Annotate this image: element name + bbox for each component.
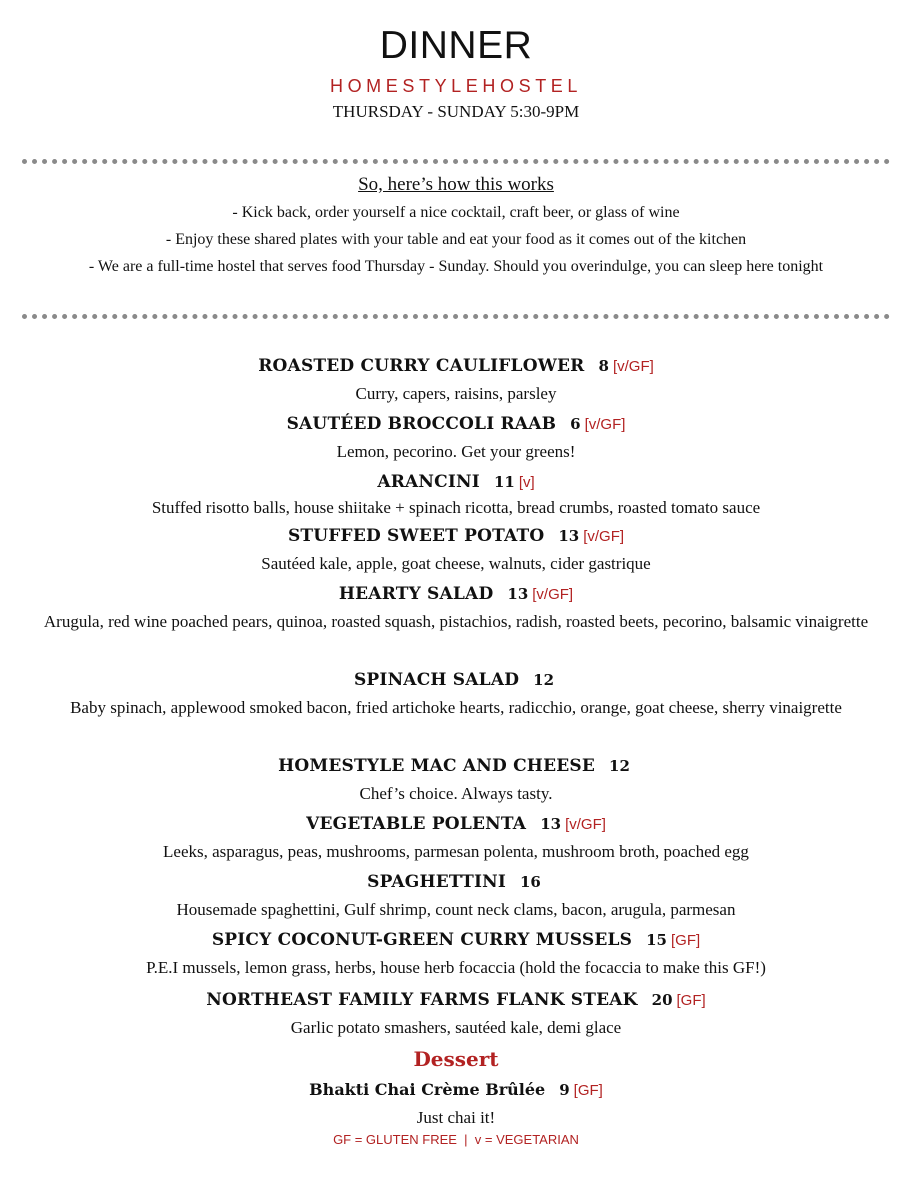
menu-item-name: SPAGHETTINI: [367, 872, 506, 892]
dotted-divider-top: [22, 159, 890, 164]
dotted-divider-bottom: [22, 314, 890, 319]
menu-item-price: 13: [540, 815, 562, 833]
menu-item: [0, 352, 912, 410]
menu-item-description: Garlic potato smashers, sautéed kale, demi glace: [290, 1018, 622, 1037]
how-it-works-title: So, here’s how this works: [358, 174, 554, 195]
menu-item-name: ARANCINI: [377, 472, 480, 492]
menu-item-name: SPINACH SALAD: [353, 670, 520, 690]
menu-list: [0, 352, 912, 1147]
menu-item-tag: [v/GF]: [583, 528, 625, 545]
menu-item: [0, 468, 912, 522]
menu-item-price: 20: [651, 991, 673, 1009]
dessert-heading: Dessert: [413, 1047, 499, 1071]
dessert-item-description: Just chai it!: [416, 1108, 496, 1127]
menu-item-price: 12: [609, 757, 630, 775]
dessert-item-tag: [GF]: [573, 1082, 603, 1099]
how-it-works-line: - Enjoy these shared plates with your table and eat your food as it comes out of the kitchen: [165, 231, 747, 248]
menu-item-description: Housemade spaghettini, Gulf shrimp, count neck clams, bacon, arugula, parmesan: [176, 900, 736, 919]
brand-name: HOMESTYLEHOSTEL: [329, 76, 583, 96]
menu-item: [0, 666, 912, 752]
dessert-item-price: 9: [559, 1081, 570, 1099]
menu-item-name: SAUTÉED BROCCOLI RAAB: [286, 414, 557, 434]
how-it-works-line: - We are a full-time hostel that serves food Thursday - Sunday. Should you overindulge, you can sleep here tonight: [88, 258, 824, 275]
menu-item-price: 13: [558, 527, 580, 545]
menu-item-description: Curry, capers, raisins, parsley: [355, 384, 557, 403]
menu-item-description: Stuffed risotto balls, house shiitake + spinach ricotta, bread crumbs, roasted tomato sauce: [151, 498, 761, 517]
menu-item-tag: [GF]: [671, 932, 701, 949]
dessert-item-name: Bhakti Chai Crème Brûlée: [309, 1080, 546, 1099]
menu-item: [0, 926, 912, 986]
menu-item: [0, 580, 912, 666]
menu-item: [0, 986, 912, 1042]
menu-item-price: 13: [507, 585, 529, 603]
menu-item-name: VEGETABLE POLENTA: [306, 814, 527, 834]
menu-item-price: 6: [570, 415, 581, 433]
menu-item-price: 16: [520, 873, 541, 891]
menu-item-description: Baby spinach, applewood smoked bacon, fried artichoke hearts, radicchio, orange, goat cheese, sherry vinaigrette: [70, 698, 842, 717]
menu-item-description: Sautéed kale, apple, goat cheese, walnuts, cider gastrique: [261, 554, 651, 573]
hours-text: THURSDAY - SUNDAY 5:30-9PM: [332, 102, 580, 121]
page-title: DINNER: [379, 24, 533, 67]
menu-item: [0, 868, 912, 926]
dessert-item: [0, 1076, 912, 1130]
menu-item-name: SPICY COCONUT-GREEN CURRY MUSSELS: [211, 930, 633, 950]
menu-item-price: 8: [598, 357, 609, 375]
menu-item: [0, 810, 912, 868]
menu-item: [0, 522, 912, 580]
menu-item: [0, 752, 912, 810]
menu-item-tag: [v/GF]: [612, 358, 654, 375]
menu-item-name: HOMESTYLE MAC AND CHEESE: [278, 756, 596, 776]
menu-item-tag: [v/GF]: [532, 586, 574, 603]
menu-item-name: STUFFED SWEET POTATO: [287, 526, 545, 546]
menu-item-description: Arugula, red wine poached pears, quinoa, roasted squash, pistachios, radish, roasted beets, pecorino, balsamic vinaigrette: [43, 612, 869, 631]
menu-item-price: 11: [493, 473, 515, 491]
menu-item-name: NORTHEAST FAMILY FARMS FLANK STEAK: [206, 990, 638, 1010]
menu-item-tag: [GF]: [676, 992, 706, 1009]
menu-item-description: P.E.I mussels, lemon grass, herbs, house herb focaccia (hold the focaccia to make this GF!): [146, 958, 766, 977]
menu-item-name: HEARTY SALAD: [338, 584, 494, 604]
menu-item: [0, 410, 912, 468]
dietary-legend: GF = GLUTEN FREE | v = VEGETARIAN: [333, 1132, 579, 1147]
menu-item-tag: [v/GF]: [584, 416, 626, 433]
menu-item-description: Leeks, asparagus, peas, mushrooms, parmesan polenta, mushroom broth, poached egg: [163, 842, 749, 861]
how-it-works-line: - Kick back, order yourself a nice cocktail, craft beer, or glass of wine: [232, 204, 680, 221]
menu-item-description: Chef’s choice. Always tasty.: [359, 784, 553, 803]
menu-item-price: 15: [646, 931, 667, 949]
menu-item-name: ROASTED CURRY CAULIFLOWER: [258, 356, 585, 376]
menu-item-tag: [v/GF]: [565, 816, 606, 833]
menu-item-tag: [v]: [518, 474, 535, 491]
menu-item-price: 12: [533, 671, 555, 689]
menu-item-description: Lemon, pecorino. Get your greens!: [336, 442, 576, 461]
